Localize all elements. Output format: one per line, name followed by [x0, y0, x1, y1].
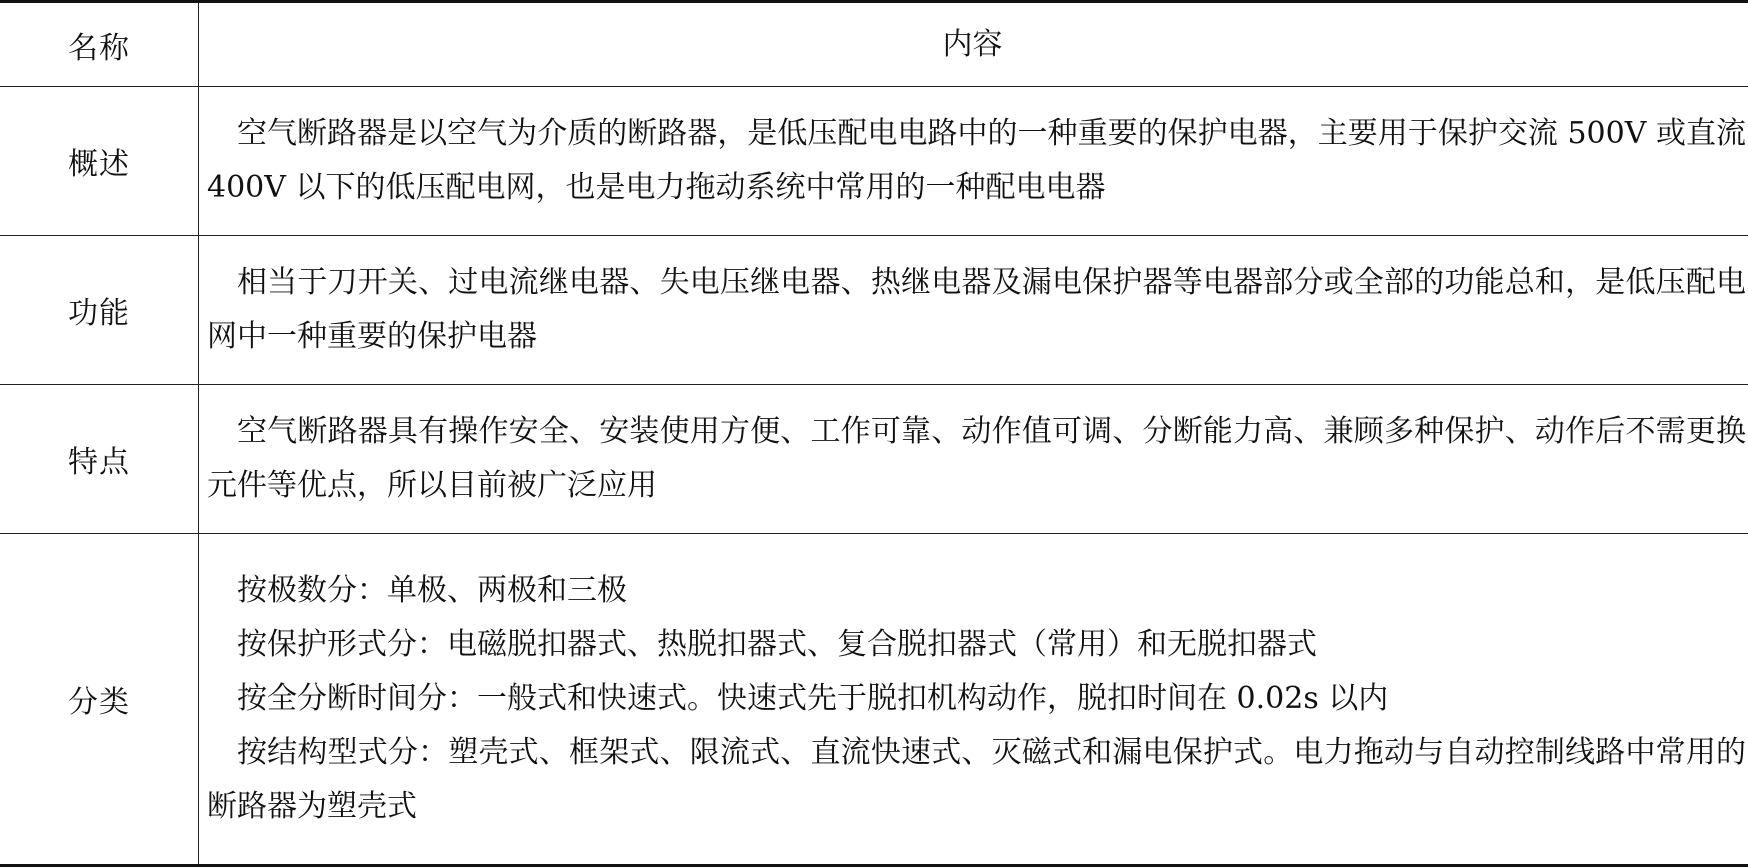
row-name-feature: 特点 — [0, 385, 199, 534]
table-row-feature — [0, 385, 1748, 534]
table-header-row — [0, 2, 1748, 87]
feature-paragraph: 空气断路器具有操作安全、安装使用方便、工作可靠、动作值可调、分断能力高、兼顾多种保护、动作后不需更换元件等优点，所以目前被广泛应用 — [207, 405, 1746, 513]
header-content-cell: 内容 — [199, 2, 1748, 87]
row-content-feature — [199, 385, 1748, 534]
classification-by-poles: 按极数分：单极、两极和三极 — [207, 564, 1746, 618]
overview-paragraph: 空气断路器是以空气为介质的断路器，是低压配电电路中的一种重要的保护电器，主要用于保护交流 500V 或直流 400V 以下的低压配电网，也是电力拖动系统中常用的一种配电电器 — [207, 107, 1746, 215]
row-content-classification — [199, 534, 1748, 866]
row-name-classification: 分类 — [0, 534, 199, 866]
row-name-function: 功能 — [0, 236, 199, 385]
row-name-overview: 概述 — [0, 87, 199, 236]
row-content-overview — [199, 87, 1748, 236]
table-row-classification — [0, 534, 1748, 866]
classification-by-break-time: 按全分断时间分：一般式和快速式。快速式先于脱扣机构动作，脱扣时间在 0.02s 以内 — [207, 672, 1746, 726]
classification-by-structure: 按结构型式分：塑壳式、框架式、限流式、直流快速式、灭磁式和漏电保护式。电力拖动与自动控制线路中常用的断路器为塑壳式 — [207, 726, 1746, 834]
row-content-function — [199, 236, 1748, 385]
header-name-cell: 名称 — [0, 2, 199, 87]
table-row-overview — [0, 87, 1748, 236]
function-paragraph: 相当于刀开关、过电流继电器、失电压继电器、热继电器及漏电保护器等电器部分或全部的功能总和，是低压配电网中一种重要的保护电器 — [207, 256, 1746, 364]
classification-by-protection: 按保护形式分：电磁脱扣器式、热脱扣器式、复合脱扣器式（常用）和无脱扣器式 — [207, 618, 1746, 672]
table-row-function — [0, 236, 1748, 385]
